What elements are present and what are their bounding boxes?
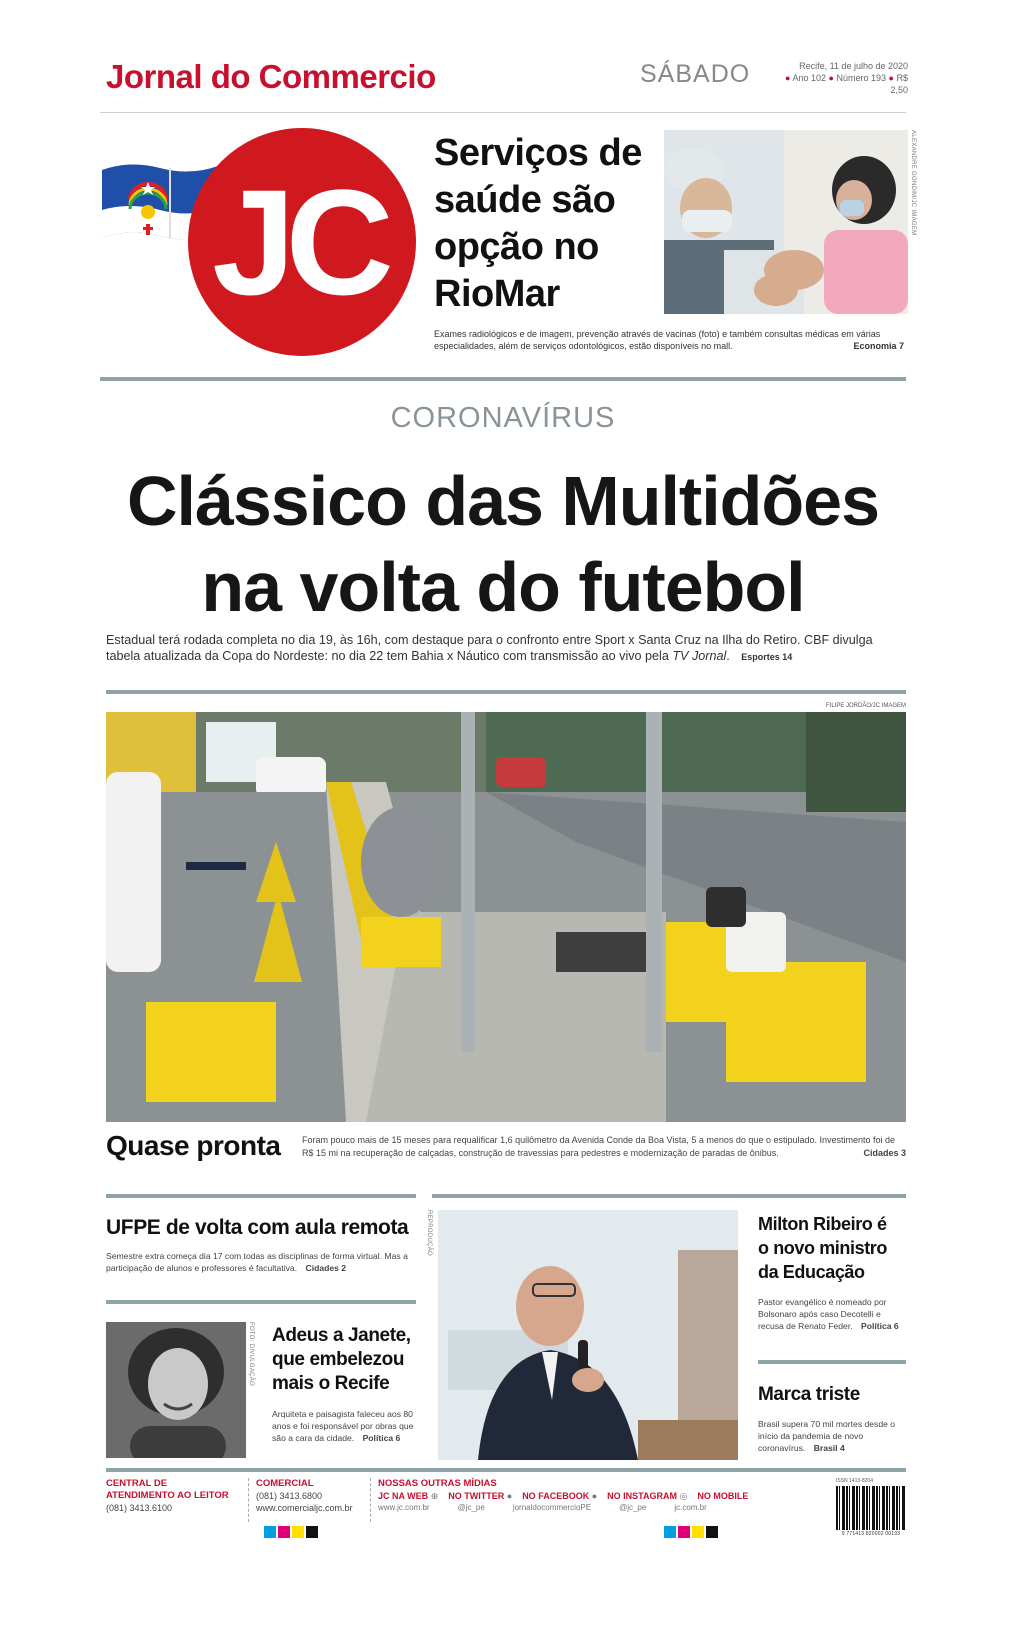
section-ref[interactable]: Economia 7	[853, 341, 904, 351]
footer-phone[interactable]: (081) 3413.6100	[106, 1503, 173, 1513]
globe-icon: ⊕	[430, 1491, 439, 1501]
footer-phone[interactable]: (081) 3413.6800	[256, 1491, 323, 1501]
main-photo-caption-title[interactable]: Quase pronta	[106, 1130, 281, 1161]
milton-title[interactable]	[758, 1212, 887, 1284]
footer-midias	[378, 1478, 818, 1514]
photo-credit: FOTO: DIVULGAÇÃO	[248, 1322, 254, 1387]
section-divider	[432, 1194, 906, 1198]
janete-photo	[106, 1322, 246, 1458]
title-line: Milton Ribeiro é	[758, 1214, 887, 1234]
title-line: o novo ministro	[758, 1238, 888, 1258]
section-divider	[106, 1194, 416, 1198]
ufpe-title[interactable]: UFPE de volta com aula remota	[106, 1216, 409, 1239]
deck-italic: TV Jornal	[672, 649, 727, 663]
social-handle[interactable]: jc.com.br	[674, 1503, 707, 1512]
photo-credit: FILIPE JORDÃO/JC IMAGEM	[826, 703, 907, 709]
milton-summary	[758, 1296, 906, 1332]
section-divider	[758, 1360, 906, 1364]
footer-head: COMERCIAL	[256, 1478, 314, 1489]
weekday: SÁBADO	[640, 60, 751, 88]
footer	[106, 1478, 906, 1538]
caption-text: Foram pouco mais de 15 meses para requalificar 1,6 quilômetro da Avenida Conde da Boa Vista, 5 a menos do que o estipulado. Investimento foi de R$ 15 mi na recuperação de calçadas, construção de travessias para pedestres e modernização de paradas de ônibus.	[302, 1135, 896, 1158]
footer-comercial	[256, 1478, 366, 1514]
footer-separator	[248, 1478, 249, 1522]
photo-credit: REPRODUÇÃO	[426, 1210, 432, 1257]
bullet-icon: ●	[888, 73, 894, 83]
social-web[interactable]	[378, 1490, 438, 1502]
bullet-icon: ●	[828, 73, 834, 83]
title-line: mais o Recife	[272, 1373, 390, 1394]
title-line: Adeus a Janete,	[272, 1325, 411, 1346]
section-ref[interactable]: Brasil 4	[813, 1443, 845, 1453]
marca-title[interactable]: Marca triste	[758, 1384, 860, 1405]
headline-line: na volta do futebol	[201, 548, 805, 626]
footer-central	[106, 1478, 246, 1514]
paper-name: Jornal do Commercio	[106, 58, 436, 95]
social-label: NO MOBILE	[697, 1491, 749, 1501]
portrait-illustration	[106, 1322, 246, 1458]
deck-end: .	[726, 649, 730, 663]
black-swatch-icon	[306, 1526, 318, 1538]
section-ref[interactable]: Cidades 3	[863, 1148, 906, 1158]
janete-title[interactable]	[272, 1324, 411, 1396]
section-divider	[106, 1300, 416, 1304]
vaccination-illustration	[664, 130, 908, 314]
social-handle[interactable]: @jc_pe	[619, 1503, 647, 1512]
magenta-swatch-icon	[278, 1526, 290, 1538]
issn-label: ISSN 1413-8204	[836, 1478, 873, 1484]
main-photo-avenue	[106, 712, 906, 1122]
janete-summary	[272, 1408, 418, 1444]
title-line: da Educação	[758, 1262, 865, 1282]
ufpe-text: Semestre extra começa dia 17 com todas as disciplinas de forma virtual. Mas a participação de alunos e professores é facultativa.	[106, 1251, 408, 1273]
footer-head: ATENDIMENTO AO LEITOR	[106, 1490, 229, 1501]
avenue-illustration	[106, 712, 906, 1122]
social-label: NO FACEBOOK	[522, 1491, 590, 1501]
top-story-summary	[434, 328, 904, 352]
facebook-icon: ●	[591, 1491, 598, 1501]
section-ref[interactable]: Cidades 2	[305, 1263, 347, 1273]
lead-headline[interactable]	[100, 458, 906, 630]
social-mobile[interactable]	[697, 1490, 748, 1502]
social-label: JC NA WEB	[378, 1491, 429, 1501]
instagram-icon: ◎	[679, 1491, 688, 1501]
title-line: opção no	[434, 226, 599, 268]
number-label: Número 193	[836, 73, 887, 83]
social-facebook[interactable]	[522, 1490, 597, 1502]
twitter-icon: ●	[506, 1491, 513, 1501]
cyan-swatch-icon	[264, 1526, 276, 1538]
jc-logo-text: JC	[212, 158, 384, 326]
price-label: R$ 2,50	[890, 73, 908, 95]
black-swatch-icon	[706, 1526, 718, 1538]
social-twitter[interactable]	[448, 1490, 512, 1502]
yellow-swatch-icon	[292, 1526, 304, 1538]
ufpe-summary	[106, 1250, 412, 1274]
bullet-icon: ●	[785, 73, 791, 83]
headline-line: Clássico das Multidões	[126, 462, 880, 540]
marca-summary	[758, 1418, 906, 1454]
title-line: que embelezou	[272, 1349, 405, 1370]
cyan-swatch-icon	[664, 1526, 676, 1538]
year-label: Ano 102	[792, 73, 827, 83]
barcode-icon	[836, 1486, 906, 1530]
minister-photo	[438, 1210, 738, 1460]
top-story-title[interactable]	[434, 130, 664, 318]
section-ref[interactable]: Política 6	[860, 1321, 899, 1331]
marca-text: Brasil supera 70 mil mortes desde o início da pandemia de novo coronavírus.	[758, 1419, 896, 1453]
barcode-number: 9 771413 820002 00193	[841, 1531, 901, 1537]
main-photo-caption	[302, 1134, 906, 1160]
lead-kicker: CORONAVÍRUS	[390, 402, 616, 434]
footer-head: NOSSAS OUTRAS MÍDIAS	[378, 1478, 497, 1489]
section-ref[interactable]: Esportes 14	[741, 652, 793, 662]
social-handles	[378, 1502, 818, 1514]
footer-site[interactable]: www.comercialjc.com.br	[256, 1503, 353, 1513]
divider	[100, 112, 906, 113]
vaccination-photo	[664, 130, 908, 314]
footer-head: CENTRAL DE	[106, 1478, 168, 1489]
yellow-swatch-icon	[692, 1526, 704, 1538]
section-ref[interactable]: Política 6	[362, 1433, 401, 1443]
date-text: Recife, 11 de julho de 2020	[799, 61, 908, 71]
milton-text: Pastor evangélico é nomeado por Bolsonaro após caso Decotelli e recusa de Renato Feder.	[758, 1297, 887, 1331]
social-row	[378, 1490, 818, 1502]
minister-illustration	[438, 1210, 738, 1460]
deck-text: Estadual terá rodada completa no dia 19, às 16h, com destaque para o confronto entre Sport x Santa Cruz na Ilha do Retiro. CBF divulga tabela atualizada da Copa do Nordeste: no dia 22 tem Bahia x Náutico com transmissão ao vivo pela	[106, 633, 873, 663]
social-label: NO INSTAGRAM	[607, 1491, 677, 1501]
social-handle[interactable]: www.jc.com.br	[378, 1503, 430, 1512]
social-instagram[interactable]	[607, 1490, 687, 1502]
footer-separator	[370, 1478, 371, 1522]
social-handle[interactable]: jornaldocommercioPE	[512, 1503, 592, 1512]
social-label: NO TWITTER	[448, 1491, 505, 1501]
edition-info	[768, 72, 908, 96]
footer-divider	[106, 1468, 906, 1472]
title-line: Serviços de	[434, 132, 642, 174]
section-divider	[106, 690, 906, 694]
title-line: RioMar	[434, 273, 560, 315]
social-handle[interactable]: @jc_pe	[457, 1503, 485, 1512]
jc-logo	[188, 128, 416, 356]
lead-deck	[106, 632, 906, 665]
magenta-swatch-icon	[678, 1526, 690, 1538]
title-line: saúde são	[434, 179, 616, 221]
section-divider	[100, 377, 906, 381]
janete-text: Arquiteta e paisagista faleceu aos 80 anos e foi responsável por obras que são a cara da cidade.	[272, 1409, 414, 1443]
dateline	[768, 60, 908, 96]
photo-credit: ALEXANDRE GONDIM/JC IMAGEM	[910, 130, 916, 236]
summary-text: Exames radiológicos e de imagem, prevenção através de vacinas (foto) e também consultas médicas em várias especialidades, além de serviços odontológicos, estão disponíveis no mall.	[434, 329, 881, 351]
